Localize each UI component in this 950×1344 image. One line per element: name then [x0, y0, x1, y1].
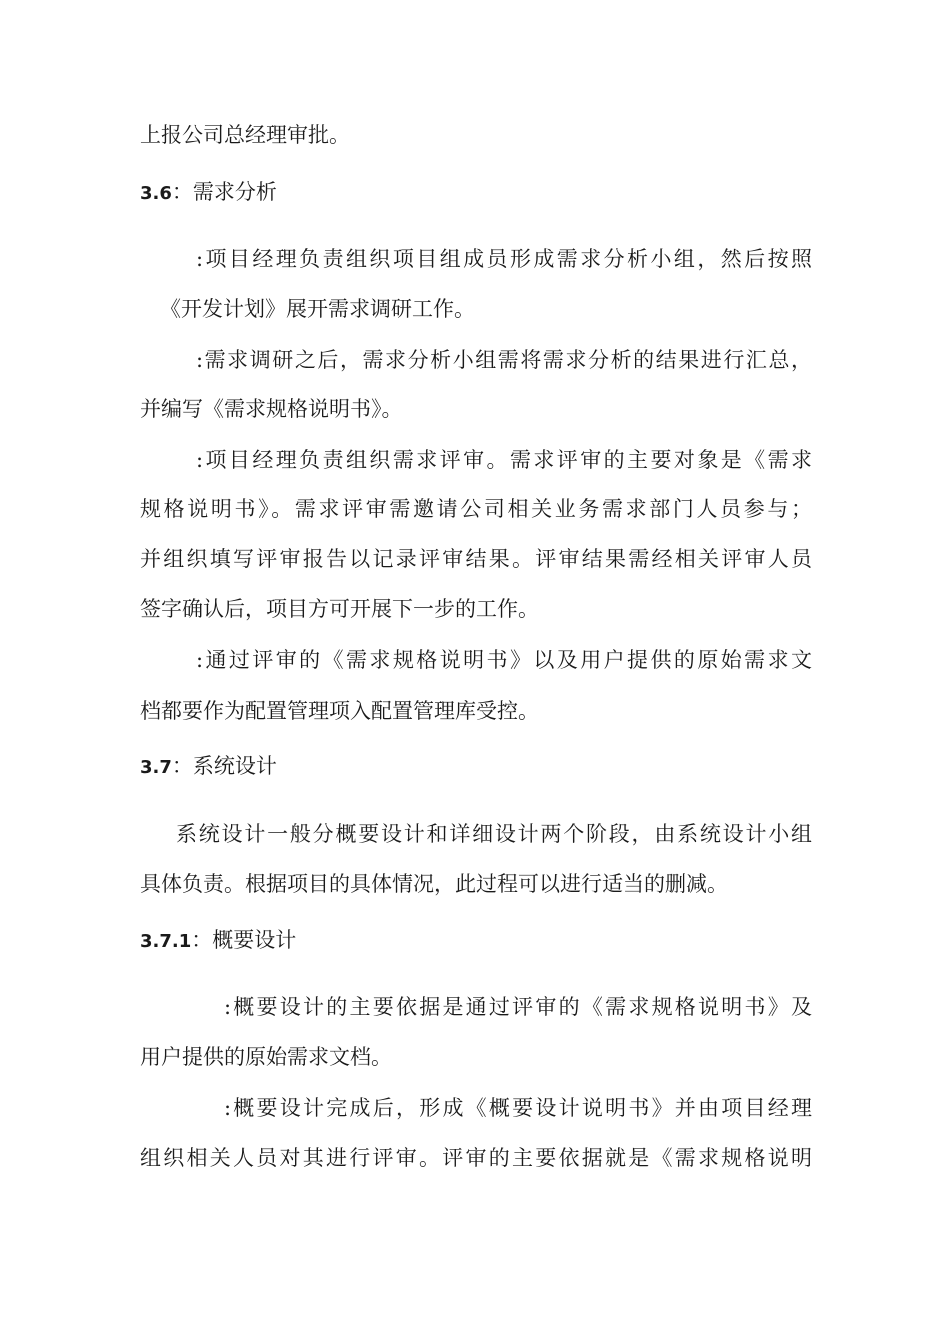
paragraph-line: :概要设计的主要依据是通过评审的《需求规格说明书》及 — [224, 995, 812, 1019]
paragraph-line: 系统设计一般分概要设计和详细设计两个阶段，由系统设计小组 — [176, 822, 812, 846]
section-separator: ： — [171, 754, 193, 778]
paragraph-line: 组织相关人员对其进行评审。评审的主要依据就是《需求规格说明 — [140, 1146, 812, 1170]
section-separator: ： — [191, 928, 213, 952]
paragraph-line: 档都要作为配置管理项入配置管理库受控。 — [140, 699, 539, 723]
paragraph-line: 上报公司总经理审批。 — [140, 123, 350, 147]
paragraph-line: 并组织填写评审报告以记录评审结果。评审结果需经相关评审人员 — [140, 547, 812, 571]
section-number: 3.7.1 — [140, 931, 192, 952]
paragraph-line: 规格说明书》。需求评审需邀请公司相关业务需求部门人员参与； — [140, 497, 812, 521]
section-title: 概要设计 — [212, 928, 297, 952]
section-separator: ： — [171, 180, 193, 204]
paragraph-line: :需求调研之后，需求分析小组需将需求分析的结果进行汇总， — [196, 348, 812, 372]
section-title: 需求分析 — [192, 180, 277, 204]
section-heading-3-7 — [140, 751, 277, 783]
paragraph-line: :项目经理负责组织需求评审。需求评审的主要对象是《需求 — [196, 448, 812, 472]
paragraph-line: 并编写《需求规格说明书》。 — [140, 397, 403, 421]
paragraph-line: 《开发计划》展开需求调研工作。 — [160, 297, 475, 321]
section-number: 3.6 — [140, 183, 172, 204]
paragraph-line: 签字确认后，项目方可开展下一步的工作。 — [140, 597, 539, 621]
section-heading-3-7-1 — [140, 925, 296, 957]
paragraph-line: 用户提供的原始需求文档。 — [140, 1045, 392, 1069]
section-title: 系统设计 — [192, 754, 277, 778]
paragraph-line: 具体负责。根据项目的具体情况，此过程可以进行适当的删减。 — [140, 872, 728, 896]
section-heading-3-6 — [140, 177, 277, 209]
paragraph-line: :概要设计完成后，形成《概要设计说明书》并由项目经理 — [224, 1096, 812, 1120]
paragraph-line: :项目经理负责组织项目组成员形成需求分析小组，然后按照 — [196, 247, 812, 271]
section-number: 3.7 — [140, 757, 172, 778]
paragraph-line: :通过评审的《需求规格说明书》以及用户提供的原始需求文 — [196, 648, 812, 672]
